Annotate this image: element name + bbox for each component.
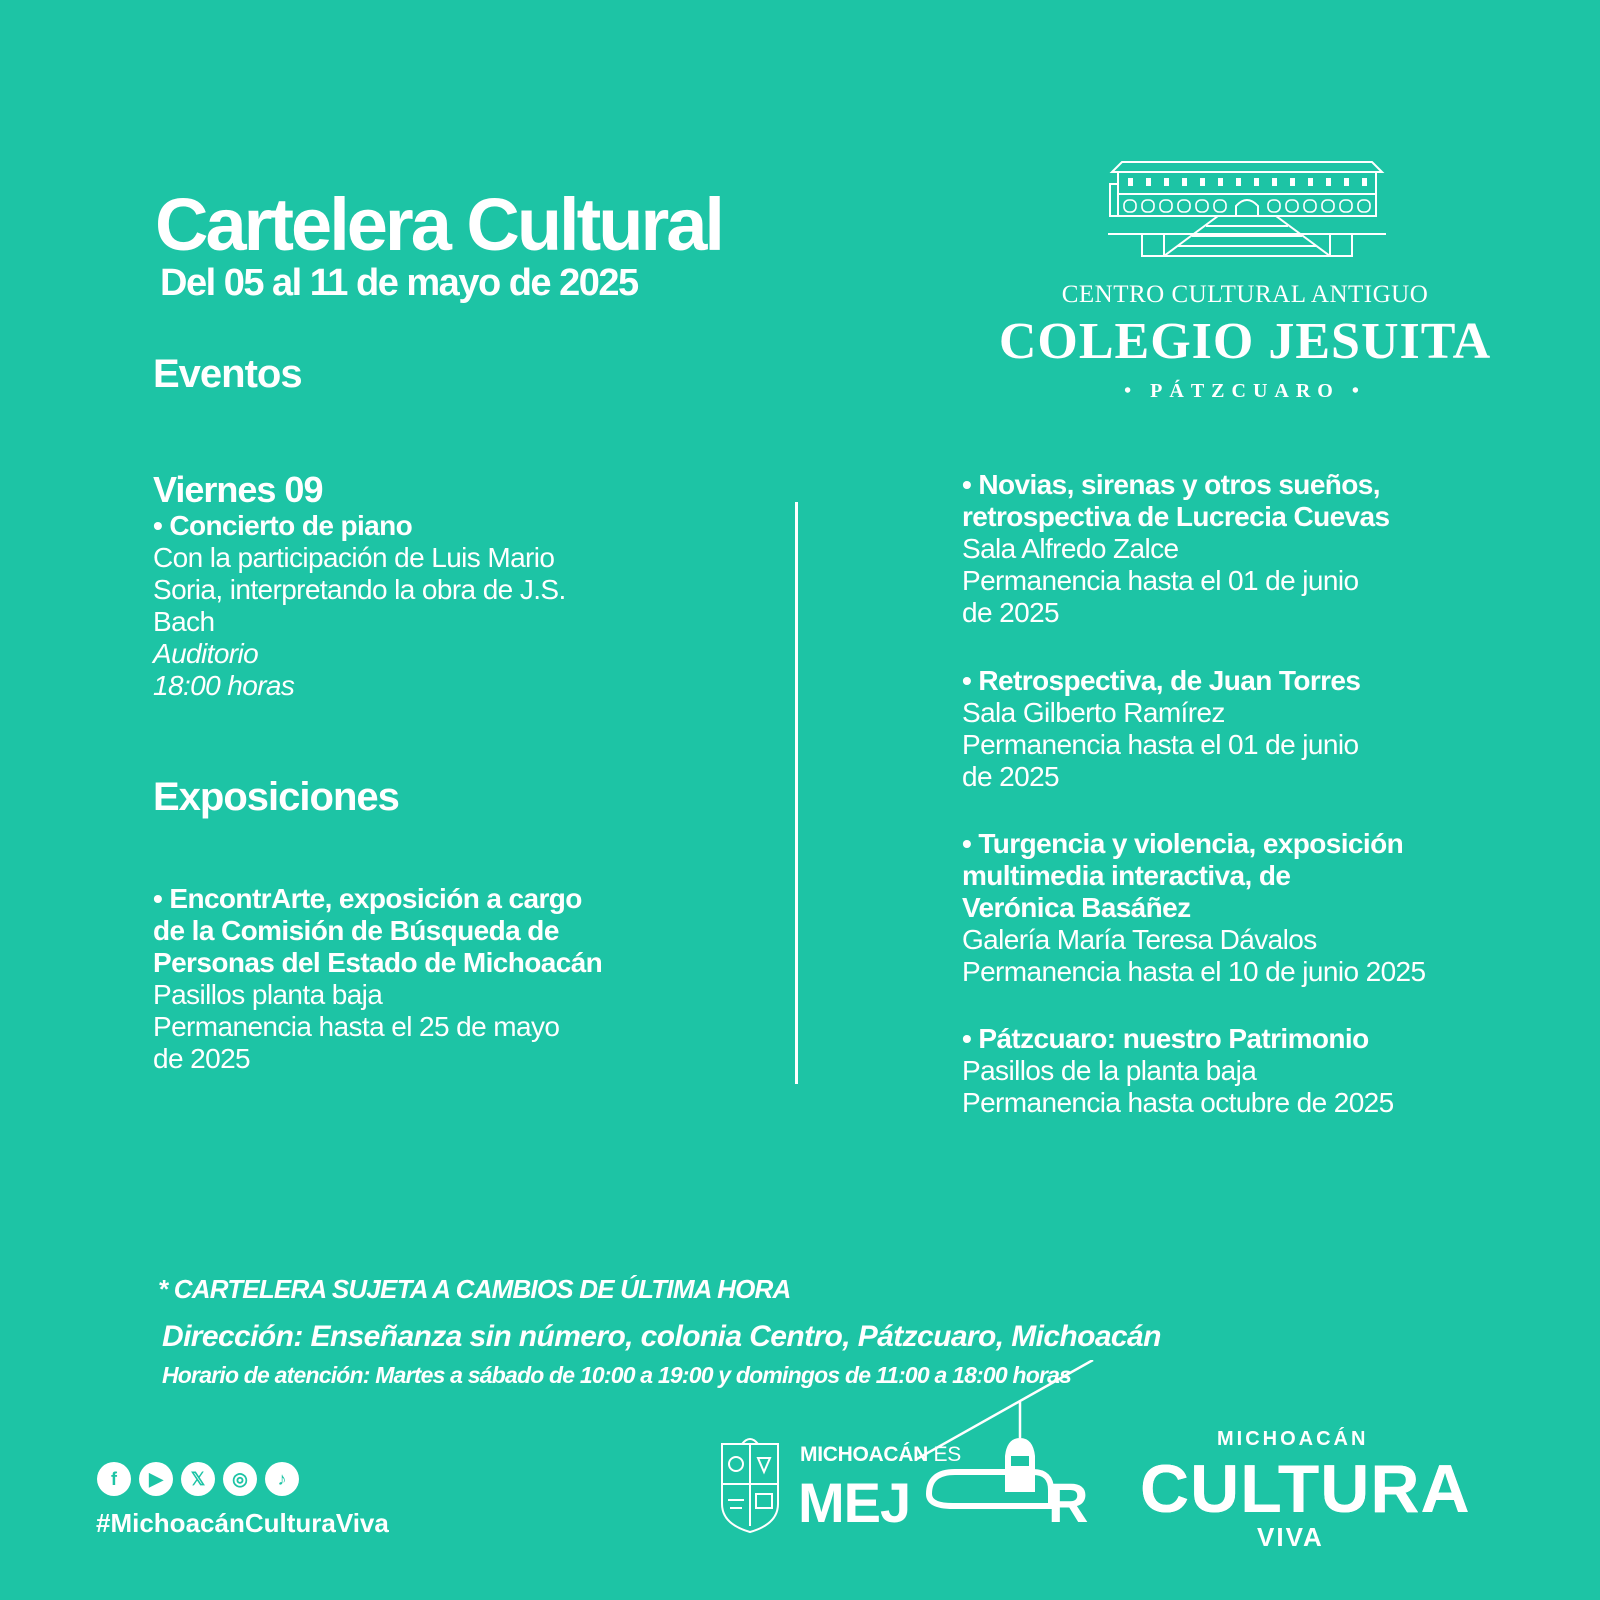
mx-or-text: R [1048, 1471, 1089, 1534]
event-desc-line: Soria, interpretando la obra de J.S. [153, 574, 566, 605]
opening-hours: Horario de atención: Martes a sábado de 10:00 a 19:00 y domingos de 11:00 a 18:00 horas [162, 1362, 1072, 1388]
expo-title-line: Verónica Basáñez [962, 892, 1191, 923]
event-title: • Concierto de piano [153, 510, 413, 541]
expo-title-line: multimedia interactiva, de [962, 860, 1291, 891]
expo-duration: Permanencia hasta el 25 de mayo [153, 1011, 560, 1042]
mx-es-word: ES [927, 1443, 961, 1466]
expo-title-line: • Retrospectiva, de Juan Torres [962, 665, 1361, 696]
event-venue: Auditorio [153, 638, 259, 669]
eventos-heading: Eventos [153, 352, 302, 396]
date-range: Del 05 al 11 de mayo de 2025 [160, 262, 638, 304]
expo-encontrarte [153, 883, 773, 1075]
expo-duration: de 2025 [153, 1043, 251, 1074]
logo-line-colegio: COLEGIO JESUITA [998, 313, 1492, 370]
expo-duration: Permanencia hasta el 01 de junio [962, 729, 1359, 760]
disclaimer-note: * CARTELERA SUJETA A CAMBIOS DE ÚLTIMA HORA [158, 1274, 791, 1304]
expo-duration: Permanencia hasta octubre de 2025 [962, 1087, 1394, 1118]
expo-duration: de 2025 [962, 597, 1060, 628]
facebook-icon[interactable]: f [97, 1462, 131, 1496]
expo-title-line: • Turgencia y violencia, exposición [962, 828, 1404, 859]
expo-duration: Permanencia hasta el 10 de junio 2025 [962, 956, 1426, 987]
x-icon[interactable]: 𝕏 [181, 1462, 215, 1496]
hashtag: #MichoacánCulturaViva [96, 1508, 389, 1538]
state-coat-of-arms-icon [718, 1434, 782, 1534]
mx-word: MICHOACÁN [800, 1443, 928, 1466]
tiktok-icon[interactable]: ♪ [265, 1462, 299, 1496]
expo-turgencia [962, 828, 1582, 988]
expo-venue: Galería María Teresa Dávalos [962, 924, 1317, 955]
cultura-word: CULTURA [1140, 1451, 1471, 1527]
expo-venue: Pasillos planta baja [153, 979, 383, 1010]
expo-venue: Pasillos de la planta baja [962, 1055, 1257, 1086]
mx-mej-text: MEJ [798, 1471, 911, 1534]
exposiciones-heading: Exposiciones [153, 775, 399, 819]
event-desc-line: Con la participación de Luis Mario [153, 542, 555, 573]
expo-title-line: Personas del Estado de Michoacán [153, 947, 603, 978]
expo-title-line: de la Comisión de Búsqueda de [153, 915, 559, 946]
expo-title-line: retrospectiva de Lucrecia Cuevas [962, 501, 1390, 532]
expo-title-line: • Novias, sirenas y otros sueños, [962, 469, 1380, 500]
event-desc-line: Bach [153, 606, 215, 637]
logo-line-patzcuaro: • PÁTZCUARO • [1124, 380, 1366, 402]
logo-line-centro: CENTRO CULTURAL ANTIGUO [1061, 281, 1429, 308]
expo-title-line: • Pátzcuaro: nuestro Patrimonio [962, 1023, 1369, 1054]
expo-venue: Sala Alfredo Zalce [962, 533, 1179, 564]
colegio-building-icon [1108, 160, 1386, 262]
address: Dirección: Enseñanza sin número, colonia Centro, Pátzcuaro, Michoacán [162, 1320, 1161, 1353]
event-time: 18:00 horas [153, 670, 295, 701]
youtube-icon[interactable]: ▶ [139, 1462, 173, 1496]
cultura-michoacan: MICHOACÁN [1217, 1428, 1369, 1450]
cultura-viva: VIVA [1257, 1522, 1324, 1552]
expo-venue: Sala Gilberto Ramírez [962, 697, 1225, 728]
social-icons [97, 1462, 299, 1496]
expo-juan-torres [962, 665, 1562, 793]
event-day: Viernes 09 [153, 469, 323, 510]
page-title: Cartelera Cultural [155, 183, 722, 266]
expo-novias [962, 469, 1562, 629]
column-divider [795, 502, 798, 1084]
expo-duration: de 2025 [962, 761, 1060, 792]
evento-concierto [153, 470, 753, 702]
expo-patzcuaro [962, 1023, 1562, 1119]
expo-title-line: • EncontrArte, exposición a cargo [153, 883, 582, 914]
expo-duration: Permanencia hasta el 01 de junio [962, 565, 1359, 596]
instagram-icon[interactable]: ◎ [223, 1462, 257, 1496]
